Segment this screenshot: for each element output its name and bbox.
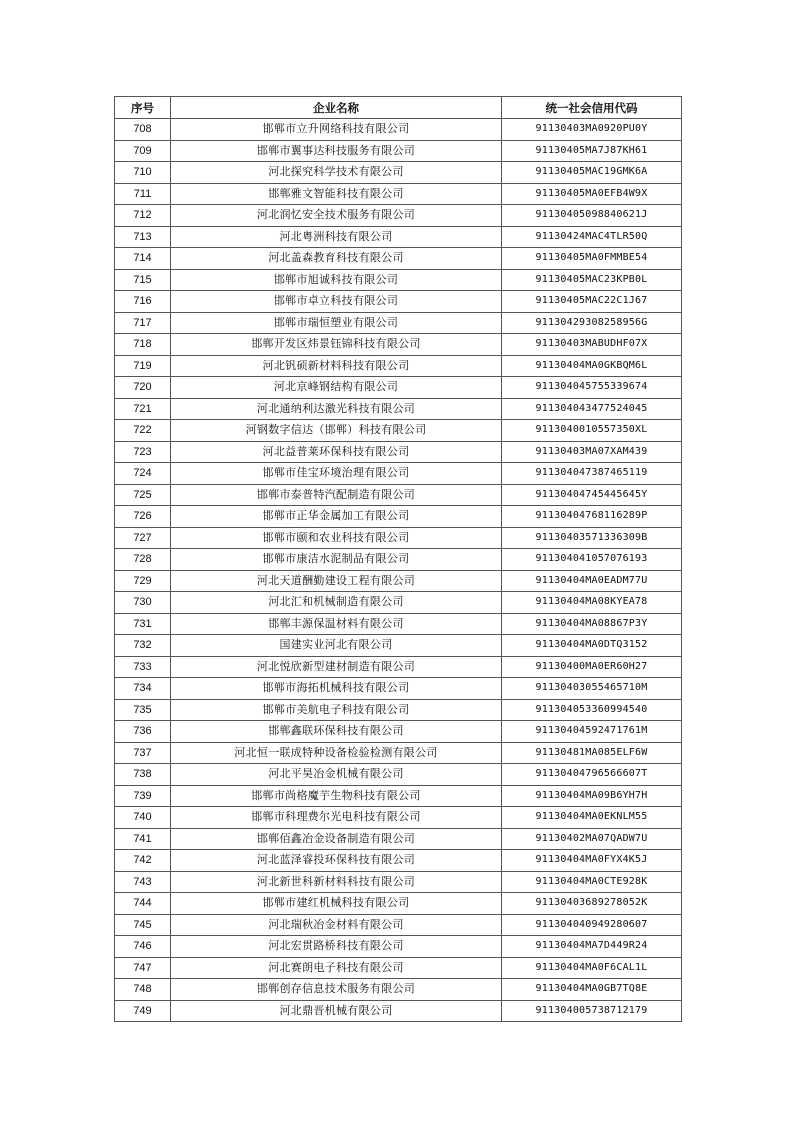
row-serial-number: 735	[115, 699, 171, 721]
row-credit-code: 91130405MA7J87KH61	[502, 140, 682, 162]
row-credit-code: 91130404MA09B6YH7H	[502, 785, 682, 807]
row-serial-number: 728	[115, 549, 171, 571]
row-enterprise-name: 河北赛朗电子科技有限公司	[171, 957, 502, 979]
row-serial-number: 715	[115, 269, 171, 291]
row-enterprise-name: 邯郸市翼事达科技服务有限公司	[171, 140, 502, 162]
row-serial-number: 723	[115, 441, 171, 463]
row-serial-number: 724	[115, 463, 171, 485]
row-credit-code: 91130404MA0FYX4K5J	[502, 850, 682, 872]
row-credit-code: 91130404MA08KYEA78	[502, 592, 682, 614]
header-serial-number: 序号	[115, 97, 171, 119]
row-serial-number: 714	[115, 248, 171, 270]
row-serial-number: 729	[115, 570, 171, 592]
row-enterprise-name: 河北粤洲科技有限公司	[171, 226, 502, 248]
row-credit-code: 91130429308258956G	[502, 312, 682, 334]
table-row	[115, 656, 682, 678]
row-credit-code: 91130403MABUDHF07X	[502, 334, 682, 356]
table-row	[115, 1000, 682, 1022]
row-enterprise-name: 河北平昊冶金机械有限公司	[171, 764, 502, 786]
table-row	[115, 570, 682, 592]
row-serial-number: 720	[115, 377, 171, 399]
row-serial-number: 717	[115, 312, 171, 334]
table-header-row	[115, 97, 682, 119]
table-row	[115, 183, 682, 205]
row-serial-number: 719	[115, 355, 171, 377]
row-enterprise-name: 邯郸市美航电子科技有限公司	[171, 699, 502, 721]
row-credit-code: 911304005738712179	[502, 1000, 682, 1022]
row-serial-number: 749	[115, 1000, 171, 1022]
row-credit-code: 91130481MA085ELF6W	[502, 742, 682, 764]
enterprise-table	[114, 96, 682, 1022]
row-serial-number: 718	[115, 334, 171, 356]
table-row	[115, 764, 682, 786]
enterprise-table-container	[114, 96, 681, 1022]
row-enterprise-name: 河北鼎晋机械有限公司	[171, 1000, 502, 1022]
table-row	[115, 248, 682, 270]
row-credit-code: 91130403689278052K	[502, 893, 682, 915]
table-row	[115, 613, 682, 635]
row-credit-code: 911304053360994540	[502, 699, 682, 721]
row-enterprise-name: 邯郸市尚格魔芋生物科技有限公司	[171, 785, 502, 807]
row-enterprise-name: 邯郸市泰普特汽配制造有限公司	[171, 484, 502, 506]
table-row	[115, 398, 682, 420]
table-row	[115, 484, 682, 506]
row-serial-number: 713	[115, 226, 171, 248]
row-serial-number: 741	[115, 828, 171, 850]
row-serial-number: 737	[115, 742, 171, 764]
table-row	[115, 463, 682, 485]
table-row	[115, 506, 682, 528]
row-serial-number: 712	[115, 205, 171, 227]
row-enterprise-name: 邯郸市科理费尔光电科技有限公司	[171, 807, 502, 829]
row-serial-number: 709	[115, 140, 171, 162]
row-credit-code: 91130404MA0DTQ3152	[502, 635, 682, 657]
row-serial-number: 732	[115, 635, 171, 657]
row-serial-number: 716	[115, 291, 171, 313]
row-enterprise-name: 河北悦欣新型建材制造有限公司	[171, 656, 502, 678]
table-row	[115, 678, 682, 700]
table-row	[115, 226, 682, 248]
row-enterprise-name: 河北宏贯路桥科技有限公司	[171, 936, 502, 958]
row-serial-number: 734	[115, 678, 171, 700]
row-enterprise-name: 河北润忆安全技术服务有限公司	[171, 205, 502, 227]
row-credit-code: 91130404MA0EKNLM55	[502, 807, 682, 829]
row-enterprise-name: 邯郸市正华金属加工有限公司	[171, 506, 502, 528]
row-credit-code: 91130404592471761M	[502, 721, 682, 743]
table-row	[115, 785, 682, 807]
table-row	[115, 699, 682, 721]
row-credit-code: 91130405MAC22C1J67	[502, 291, 682, 313]
row-enterprise-name: 邯郸市佳宝环境治理有限公司	[171, 463, 502, 485]
row-credit-code: 91130400MA0ER60H27	[502, 656, 682, 678]
table-row	[115, 742, 682, 764]
table-row	[115, 828, 682, 850]
table-row	[115, 312, 682, 334]
row-serial-number: 740	[115, 807, 171, 829]
row-credit-code: 91130403571336309B	[502, 527, 682, 549]
table-row	[115, 119, 682, 141]
table-row	[115, 850, 682, 872]
row-credit-code: 911304040949280607	[502, 914, 682, 936]
row-credit-code: 91130405MA0FMMBE54	[502, 248, 682, 270]
table-row	[115, 269, 682, 291]
row-enterprise-name: 国建实业河北有限公司	[171, 635, 502, 657]
row-enterprise-name: 河北蓝泽睿投环保科技有限公司	[171, 850, 502, 872]
table-body	[115, 119, 682, 1022]
row-serial-number: 722	[115, 420, 171, 442]
row-serial-number: 711	[115, 183, 171, 205]
table-row	[115, 140, 682, 162]
row-credit-code: 91130405098840621J	[502, 205, 682, 227]
row-enterprise-name: 河北盖森教育科技有限公司	[171, 248, 502, 270]
table-row	[115, 355, 682, 377]
row-serial-number: 731	[115, 613, 171, 635]
row-enterprise-name: 邯郸开发区炜景钰锦科技有限公司	[171, 334, 502, 356]
row-credit-code: 91130404MA08867P3Y	[502, 613, 682, 635]
row-serial-number: 733	[115, 656, 171, 678]
table-row	[115, 592, 682, 614]
table-row	[115, 205, 682, 227]
row-serial-number: 730	[115, 592, 171, 614]
row-serial-number: 739	[115, 785, 171, 807]
table-row	[115, 291, 682, 313]
row-serial-number: 746	[115, 936, 171, 958]
row-serial-number: 727	[115, 527, 171, 549]
row-enterprise-name: 邯郸市卓立科技有限公司	[171, 291, 502, 313]
row-enterprise-name: 河北汇和机械制造有限公司	[171, 592, 502, 614]
row-serial-number: 748	[115, 979, 171, 1001]
row-credit-code: 91130404MA0GB7TQ8E	[502, 979, 682, 1001]
row-credit-code: 91130405MA0EFB4W9X	[502, 183, 682, 205]
row-enterprise-name: 邯郸市海拓机械科技有限公司	[171, 678, 502, 700]
row-enterprise-name: 邯郸市建红机械科技有限公司	[171, 893, 502, 915]
row-credit-code: 911304043477524045	[502, 398, 682, 420]
table-row	[115, 527, 682, 549]
table-row	[115, 420, 682, 442]
table-row	[115, 871, 682, 893]
row-credit-code: 911304041057076193	[502, 549, 682, 571]
row-serial-number: 726	[115, 506, 171, 528]
table-row	[115, 441, 682, 463]
row-enterprise-name: 河北天道酬勤建设工程有限公司	[171, 570, 502, 592]
row-credit-code: 911304047387465119	[502, 463, 682, 485]
table-row	[115, 549, 682, 571]
row-enterprise-name: 河北益普莱环保科技有限公司	[171, 441, 502, 463]
table-row	[115, 334, 682, 356]
table-row	[115, 377, 682, 399]
row-credit-code: 91130403MA0920PU0Y	[502, 119, 682, 141]
row-enterprise-name: 邯郸市瑞恒塑业有限公司	[171, 312, 502, 334]
row-credit-code: 91130404MA7D449R24	[502, 936, 682, 958]
row-serial-number: 708	[115, 119, 171, 141]
row-credit-code: 91130404MA0GKBQM6L	[502, 355, 682, 377]
row-credit-code: 91130405MAC23KPB0L	[502, 269, 682, 291]
row-enterprise-name: 邯郸佰鑫冶金设备制造有限公司	[171, 828, 502, 850]
row-enterprise-name: 邯郸市康洁水泥制品有限公司	[171, 549, 502, 571]
table-row	[115, 979, 682, 1001]
row-enterprise-name: 邯郸鑫联环保科技有限公司	[171, 721, 502, 743]
row-credit-code: 91130404768116289P	[502, 506, 682, 528]
row-enterprise-name: 河北探究科学技术有限公司	[171, 162, 502, 184]
row-serial-number: 736	[115, 721, 171, 743]
row-serial-number: 738	[115, 764, 171, 786]
header-credit-code: 统一社会信用代码	[502, 97, 682, 119]
row-credit-code: 9113040010557350XL	[502, 420, 682, 442]
row-credit-code: 91130404MA0EADM77U	[502, 570, 682, 592]
row-serial-number: 721	[115, 398, 171, 420]
row-enterprise-name: 河北瑞秋冶金材料有限公司	[171, 914, 502, 936]
row-enterprise-name: 邯郸市立升网络科技有限公司	[171, 119, 502, 141]
table-row	[115, 893, 682, 915]
row-enterprise-name: 河北钒硕新材料科技有限公司	[171, 355, 502, 377]
row-credit-code: 91130404MA0F6CAL1L	[502, 957, 682, 979]
row-credit-code: 91130404MA0CTE928K	[502, 871, 682, 893]
row-credit-code: 91130403MA07XAM439	[502, 441, 682, 463]
table-row	[115, 635, 682, 657]
row-serial-number: 742	[115, 850, 171, 872]
row-serial-number: 725	[115, 484, 171, 506]
table-row	[115, 162, 682, 184]
table-row	[115, 721, 682, 743]
table-row	[115, 914, 682, 936]
header-enterprise-name: 企业名称	[171, 97, 502, 119]
row-enterprise-name: 邯郸市旭诚科技有限公司	[171, 269, 502, 291]
row-credit-code: 911304045755339674	[502, 377, 682, 399]
table-row	[115, 936, 682, 958]
row-credit-code: 91130404745445645Y	[502, 484, 682, 506]
row-enterprise-name: 河北新世科新材料科技有限公司	[171, 871, 502, 893]
row-serial-number: 744	[115, 893, 171, 915]
row-enterprise-name: 邯郸丰源保温材料有限公司	[171, 613, 502, 635]
row-serial-number: 743	[115, 871, 171, 893]
row-serial-number: 747	[115, 957, 171, 979]
row-enterprise-name: 河北京峰钢结构有限公司	[171, 377, 502, 399]
row-serial-number: 710	[115, 162, 171, 184]
row-credit-code: 91130404796566607T	[502, 764, 682, 786]
row-credit-code: 91130402MA07QADW7U	[502, 828, 682, 850]
row-enterprise-name: 河钢数字信达（邯郸）科技有限公司	[171, 420, 502, 442]
row-serial-number: 745	[115, 914, 171, 936]
row-enterprise-name: 邯郸市颐和农业科技有限公司	[171, 527, 502, 549]
row-credit-code: 91130403055465710M	[502, 678, 682, 700]
row-credit-code: 91130405MAC19GMK6A	[502, 162, 682, 184]
table-row	[115, 957, 682, 979]
row-enterprise-name: 河北通纳利达激光科技有限公司	[171, 398, 502, 420]
row-enterprise-name: 河北恒一联成特种设备检验检测有限公司	[171, 742, 502, 764]
row-enterprise-name: 邯郸雅文智能科技有限公司	[171, 183, 502, 205]
row-credit-code: 91130424MAC4TLR50Q	[502, 226, 682, 248]
table-row	[115, 807, 682, 829]
row-enterprise-name: 邯郸创存信息技术服务有限公司	[171, 979, 502, 1001]
